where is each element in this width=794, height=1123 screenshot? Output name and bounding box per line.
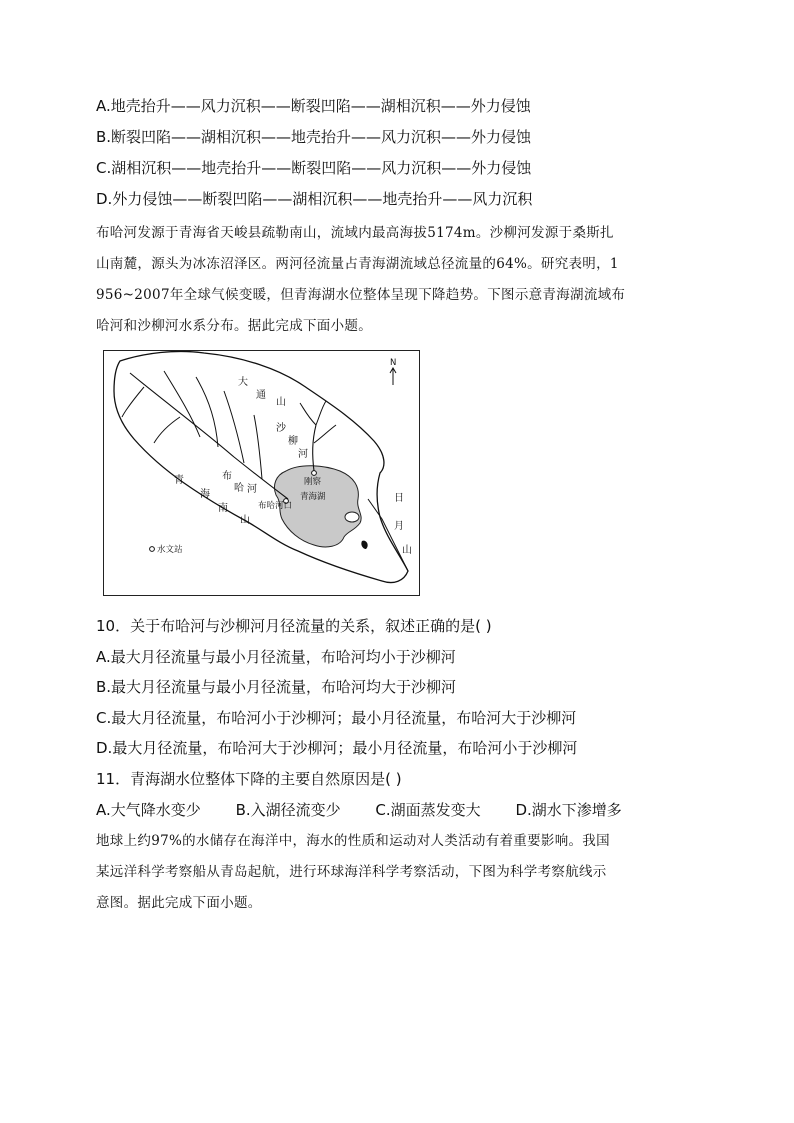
label-qinghainan-2: 海 (200, 489, 210, 500)
q11-options (96, 800, 652, 820)
legend-station-icon (150, 547, 155, 552)
label-datong-3: 山 (276, 397, 286, 408)
passage-line: 哈河和沙柳河水系分布。据此完成下面小题。 (96, 318, 372, 334)
q10-option-b: B.最大月径流量与最小月径流量，布哈河均大于沙柳河 (96, 678, 457, 696)
label-qinghainan-4: 山 (240, 515, 250, 526)
label-shaliu-1: 沙 (276, 423, 286, 434)
q10-option-d: D.最大月径流量，布哈河大于沙柳河；最小月径流量，布哈河小于沙柳河 (96, 739, 578, 757)
label-buha-1: 布 (222, 471, 232, 482)
prev-option-b: B.断裂凹陷——湖相沉积——地壳抬升——风力沉积——外力侵蚀 (96, 128, 532, 146)
label-buhahekou: 布哈河口 (258, 501, 293, 511)
label-buha-2: 哈 (234, 483, 244, 494)
label-riyue-2: 月 (394, 521, 404, 532)
buha-tributary (224, 391, 244, 463)
label-shaliu-2: 柳 (288, 436, 298, 447)
passage-line: 山南麓，源头为冰冻沼泽区。两河径流量占青海湖流域总径流量的64%。研究表明，1 (96, 256, 619, 272)
label-datong-2: 通 (256, 390, 266, 401)
q10-option-c: C.最大月径流量，布哈河小于沙柳河；最小月径流量，布哈河大于沙柳河 (96, 709, 577, 727)
label-datong-1: 大 (238, 377, 248, 388)
passage-ocean-expedition (96, 826, 696, 919)
prev-option-c: C.湖相沉积——地壳抬升——断裂凹陷——风力沉积——外力侵蚀 (96, 159, 532, 177)
north-arrow-icon (390, 368, 396, 385)
lake-island (345, 512, 359, 522)
shaliu-river (313, 425, 316, 471)
label-qinghainan-3: 南 (218, 503, 228, 514)
legend-station-label: 水文站 (157, 545, 183, 555)
label-qinghai-lake: 青海湖 (300, 492, 326, 502)
q11-option-b: B.入湖径流变少 (235, 801, 341, 819)
q11-option-c: C.湖面蒸发变大 (375, 801, 481, 819)
prev-option-a: A.地壳抬升——风力沉积——断裂凹陷——湖相沉积——外力侵蚀 (96, 97, 531, 115)
label-riyue-3: 山 (402, 545, 412, 556)
shaliu-tributary (314, 425, 336, 443)
passage-line: 地球上约97%的水储存在海洋中，海水的性质和运动对人类活动有着重要影响。我国 (96, 833, 610, 849)
q10-option-a: A.最大月径流量与最小月径流量，布哈河均小于沙柳河 (96, 648, 456, 666)
label-gangcha: 刚察 (304, 477, 322, 487)
label-qinghainan-1: 青 (174, 475, 184, 486)
shaliu-tributary (300, 403, 316, 425)
lake-east-marsh (361, 541, 367, 549)
q11-stem: 11．青海湖水位整体下降的主要自然原因是( ) (96, 770, 402, 788)
prev-option-d: D.外力侵蚀——断裂凹陷——湖相沉积——地壳抬升——风力沉积 (96, 190, 533, 208)
buha-tributary (254, 415, 262, 479)
north-arrow-label: N (390, 358, 397, 368)
q11-option-a: A.大气降水变少 (96, 801, 201, 819)
hydro-station-gangcha (312, 471, 317, 476)
q10-stem: 10．关于布哈河与沙柳河月径流量的关系，叙述正确的是( ) (96, 617, 492, 635)
label-shaliu-3: 河 (298, 449, 308, 460)
passage-qinghai-lake (96, 218, 696, 342)
qinghai-lake-basin-map (103, 350, 420, 596)
passage-line: 意图。据此完成下面小题。 (96, 895, 262, 911)
label-riyue-1: 日 (394, 493, 404, 504)
passage-line: 956~2007年全球气候变暖，但青海湖水位整体呈现下降趋势。下图示意青海湖流域布 (96, 287, 626, 303)
shaliu-tributary (316, 401, 326, 425)
passage-line: 布哈河发源于青海省天峻县疏勒南山，流域内最高海拔5174m。沙柳河发源于桑斯扎 (96, 225, 614, 241)
buha-tributary (122, 387, 144, 417)
label-buha-3: 河 (247, 484, 257, 495)
buha-tributary (154, 417, 180, 443)
map-drawing (104, 351, 421, 597)
passage-line: 某远洋科学考察船从青岛起航，进行环球海洋科学考察活动，下图为科学考察航线示 (96, 864, 607, 880)
q11-option-d: D.湖水下渗增多 (515, 801, 622, 819)
